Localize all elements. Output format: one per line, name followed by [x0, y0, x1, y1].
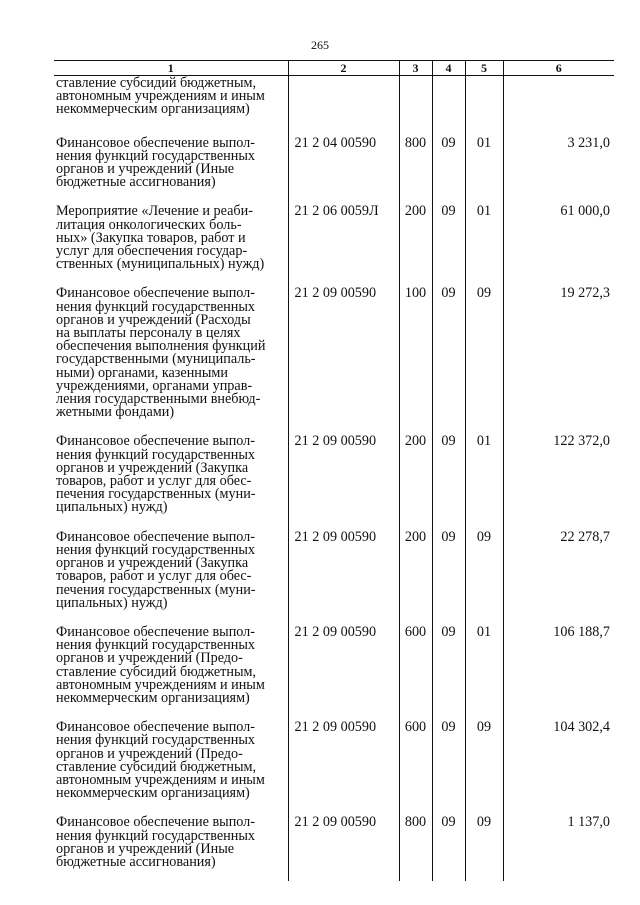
description-line: ственных (муниципальных) нужд): [56, 256, 265, 273]
row-expense-type: [399, 76, 432, 134]
row-section: 09: [432, 528, 465, 623]
row-subsection: 09: [465, 813, 503, 881]
row-code: 21 2 09 00590: [288, 528, 399, 623]
description-line: некоммерческим организациям): [56, 689, 250, 706]
header-col-4: 4: [432, 61, 465, 76]
row-expense-type: 800: [399, 134, 432, 203]
description-line: ципальных) нужд): [56, 499, 168, 516]
row-subsection: 09: [465, 528, 503, 623]
description-line: нения функций государственных: [56, 298, 255, 315]
table-row: [54, 202, 614, 284]
description-line: органов и учреждений (Предо-: [56, 650, 243, 667]
row-amount: 106 188,7: [503, 623, 614, 718]
description-line: Финансовое обеспечение выпол-: [56, 528, 255, 545]
description-line: ципальных) нужд): [56, 594, 168, 611]
row-description: [54, 284, 288, 432]
table-row: [54, 623, 614, 718]
row-section: 09: [432, 718, 465, 813]
description-line: органов и учреждений (Закупка: [56, 459, 249, 476]
table-row: [54, 134, 614, 203]
row-code: 21 2 04 00590: [288, 134, 399, 203]
description-line: органов и учреждений (Иные: [56, 840, 235, 857]
description-line: ставление субсидий бюджетным,: [56, 75, 257, 91]
description-line: органов и учреждений (Закупка: [56, 555, 249, 572]
row-description: [54, 623, 288, 718]
row-expense-type: 200: [399, 432, 432, 527]
description-line: ления государственными внебюд-: [56, 391, 261, 408]
header-col-6: 6: [503, 61, 614, 76]
budget-table: [54, 60, 614, 881]
description-line: нения функций государственных: [56, 732, 255, 749]
row-expense-type: 100: [399, 284, 432, 432]
row-amount: 61 000,0: [503, 202, 614, 284]
row-description: [54, 718, 288, 813]
row-section: 09: [432, 623, 465, 718]
description-line: ными) органами, казенными: [56, 364, 228, 381]
table-body: [54, 76, 614, 882]
description-line: Финансовое обеспечение выпол-: [56, 433, 255, 450]
row-subsection: 09: [465, 284, 503, 432]
description-line: нения функций государственных: [56, 827, 255, 844]
row-code: 21 2 09 00590: [288, 718, 399, 813]
description-line: товаров, работ и услуг для обес-: [56, 568, 252, 585]
description-line: автономным учреждениям и иным: [56, 88, 265, 105]
description-line: некоммерческим организациям): [56, 785, 250, 802]
row-section: 09: [432, 134, 465, 203]
table-row: [54, 718, 614, 813]
description-line: ставление субсидий бюджетным,: [56, 758, 257, 775]
row-amount: 19 272,3: [503, 284, 614, 432]
row-section: 09: [432, 813, 465, 881]
row-description: [54, 432, 288, 527]
header-col-3: 3: [399, 61, 432, 76]
row-subsection: 01: [465, 202, 503, 284]
description-line: бюджетные ассигнования): [56, 853, 216, 870]
description-line: государственными (муниципаль-: [56, 351, 256, 368]
description-line: ставление субсидий бюджетным,: [56, 663, 257, 680]
row-expense-type: 600: [399, 718, 432, 813]
description-line: органов и учреждений (Расходы: [56, 311, 251, 328]
table-row: [54, 284, 614, 432]
description-line: нения функций государственных: [56, 147, 255, 164]
row-code: [288, 76, 399, 134]
description-line: Финансовое обеспечение выпол-: [56, 719, 255, 736]
row-description: [54, 202, 288, 284]
header-col-5: 5: [465, 61, 503, 76]
row-description: [54, 76, 288, 134]
table-row: [54, 432, 614, 527]
row-section: 09: [432, 284, 465, 432]
description-line: бюджетные ассигнования): [56, 174, 216, 191]
description-line: некоммерческим организациям): [56, 101, 250, 118]
description-line: нения функций государственных: [56, 446, 255, 463]
row-code: 21 2 06 0059Л: [288, 202, 399, 284]
description-line: услуг для обеспечения государ-: [56, 243, 248, 260]
row-subsection: 01: [465, 432, 503, 527]
row-expense-type: 800: [399, 813, 432, 881]
description-line: на выплаты персоналу в целях: [56, 325, 241, 342]
row-expense-type: 600: [399, 623, 432, 718]
description-line: Финансовое обеспечение выпол-: [56, 814, 255, 831]
description-line: литация онкологических боль-: [56, 216, 242, 233]
header-col-1: 1: [54, 61, 288, 76]
description-line: Финансовое обеспечение выпол-: [56, 134, 255, 151]
table-row: [54, 813, 614, 881]
row-section: 09: [432, 432, 465, 527]
row-expense-type: 200: [399, 528, 432, 623]
row-description: [54, 528, 288, 623]
header-col-2: 2: [288, 61, 399, 76]
row-section: 09: [432, 202, 465, 284]
description-line: автономным учреждениям и иным: [56, 676, 265, 693]
row-description: [54, 813, 288, 881]
row-code: 21 2 09 00590: [288, 813, 399, 881]
description-line: нения функций государственных: [56, 637, 255, 654]
row-subsection: 01: [465, 134, 503, 203]
table-row: [54, 528, 614, 623]
page-number: 265: [311, 38, 329, 52]
description-line: Финансовое обеспечение выпол-: [56, 623, 255, 640]
row-amount: 22 278,7: [503, 528, 614, 623]
row-description: [54, 134, 288, 203]
row-subsection: [465, 76, 503, 134]
row-code: 21 2 09 00590: [288, 432, 399, 527]
description-line: печения государственных (муни-: [56, 486, 256, 503]
row-amount: 104 302,4: [503, 718, 614, 813]
description-line: органов и учреждений (Иные: [56, 161, 235, 178]
description-line: ных» (Закупка товаров, работ и: [56, 229, 246, 246]
row-expense-type: 200: [399, 202, 432, 284]
description-line: автономным учреждениям и иным: [56, 771, 265, 788]
description-line: учреждениями, органами управ-: [56, 377, 253, 394]
row-subsection: 01: [465, 623, 503, 718]
row-amount: 122 372,0: [503, 432, 614, 527]
description-line: Финансовое обеспечение выпол-: [56, 285, 255, 302]
row-section: [432, 76, 465, 134]
row-code: 21 2 09 00590: [288, 284, 399, 432]
row-subsection: 09: [465, 718, 503, 813]
description-line: органов и учреждений (Предо-: [56, 745, 243, 762]
description-line: обеспечения выполнения функций: [56, 338, 266, 355]
description-line: печения государственных (муни-: [56, 581, 256, 598]
row-amount: [503, 76, 614, 134]
table-row: [54, 76, 614, 134]
header-row: [54, 61, 614, 76]
description-line: Мероприятие «Лечение и реаби-: [56, 203, 253, 220]
row-amount: 1 137,0: [503, 813, 614, 881]
row-amount: 3 231,0: [503, 134, 614, 203]
description-line: нения функций государственных: [56, 541, 255, 558]
description-line: жетными фондами): [56, 404, 175, 421]
row-code: 21 2 09 00590: [288, 623, 399, 718]
description-line: товаров, работ и услуг для обес-: [56, 473, 252, 490]
